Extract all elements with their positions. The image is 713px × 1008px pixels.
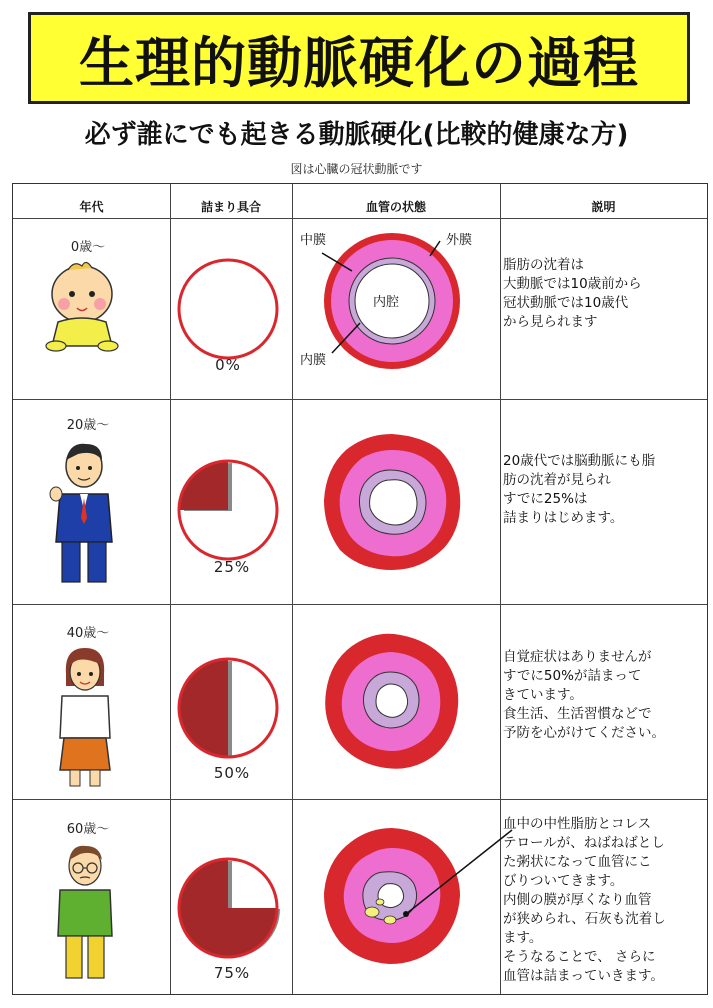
description-line: 肪の沈着が見られ [503, 472, 611, 488]
page-subtitle: 必ず誰にでも起きる動脈硬化(比較的健康な方) [84, 120, 629, 150]
description-line: きています。 [503, 687, 583, 703]
description-line: 脂肪の沈着は [503, 257, 584, 273]
description-line: 冠状動脈では10歳代 [503, 295, 629, 311]
row-description [503, 815, 689, 986]
figure-note: 図は心臓の冠状動脈です [290, 162, 423, 176]
description-line: た粥状になって血管にこ [503, 854, 652, 870]
description-line: 食生活、生活習慣などで [503, 706, 652, 722]
blockage-circle-outline [179, 461, 277, 559]
blockage-percent: 25% [213, 558, 251, 576]
description-line: 血管は詰まっていきます。 [503, 968, 664, 984]
header-description: 説明 [591, 200, 616, 214]
vessel-labels [290, 228, 490, 378]
description-line: 詰まりはじめます。 [503, 510, 624, 526]
blockage-circle-outline [179, 659, 277, 757]
plaque-deposit [384, 916, 396, 924]
description-line: 血中の中性脂肪とコレス [503, 816, 652, 832]
blockage-pie [176, 656, 280, 760]
young-man-icon [48, 438, 120, 588]
description-line: ます。 [503, 930, 543, 946]
blockage-percent: 0% [215, 356, 241, 374]
header-divider [13, 218, 707, 219]
row-description [503, 648, 689, 743]
label-lumen: 内腔 [373, 295, 400, 310]
age-label: 60歳〜 [66, 822, 110, 837]
description-line: びりついてきます。 [503, 873, 624, 889]
description-line: 自覚症状はありませんが [503, 649, 652, 665]
row-divider [13, 799, 707, 800]
label-intima: 内膜 [300, 353, 327, 368]
age-label: 20歳〜 [66, 418, 110, 433]
description-line: そうなることで、 さらに [503, 949, 656, 965]
artery-cross-section [322, 432, 462, 572]
page-title: 生理的動脈硬化の過程 [78, 30, 639, 95]
artery-cross-section [322, 632, 462, 772]
label-adventitia: 外膜 [446, 233, 473, 248]
row-description [503, 452, 689, 528]
plaque-deposit [376, 899, 384, 905]
header-age: 年代 [79, 200, 104, 214]
column-divider [170, 184, 171, 994]
row-divider [13, 399, 707, 400]
blockage-pie [176, 458, 280, 562]
description-line: テロールが、ねばねばとし [503, 835, 665, 851]
woman-icon [52, 644, 118, 790]
header-blockage: 詰まり具合 [200, 200, 261, 214]
description-line: 20歳代では脳動脈にも脂 [503, 453, 656, 469]
blockage-circle-outline [179, 859, 277, 957]
age-label: 40歳〜 [66, 626, 110, 641]
older-man-icon [50, 840, 120, 988]
blockage-percent: 75% [213, 964, 251, 982]
description-line: 大動脈では10歳前から [503, 276, 642, 292]
plaque-deposit [365, 907, 379, 917]
blockage-circle [176, 257, 280, 361]
description-line: すでに25%は [503, 491, 588, 507]
description-line: が狭められ、石灰も沈着し [503, 911, 666, 927]
description-line: から見られます [503, 314, 598, 330]
row-divider [13, 604, 707, 605]
pointer-arrow [400, 826, 520, 926]
description-line: すでに50%が詰まって [503, 668, 642, 684]
title-banner [28, 12, 690, 104]
blockage-pie [176, 856, 280, 960]
header-vessel: 血管の状態 [365, 200, 426, 214]
baby-icon [42, 256, 122, 352]
label-media: 中膜 [300, 233, 327, 248]
description-line: 予防を心がけてください。 [503, 725, 665, 741]
row-description [503, 256, 689, 332]
blockage-percent: 50% [213, 764, 251, 782]
description-line: 内側の膜が厚くなり血管 [503, 892, 652, 908]
age-label: 0歳〜 [70, 240, 106, 255]
